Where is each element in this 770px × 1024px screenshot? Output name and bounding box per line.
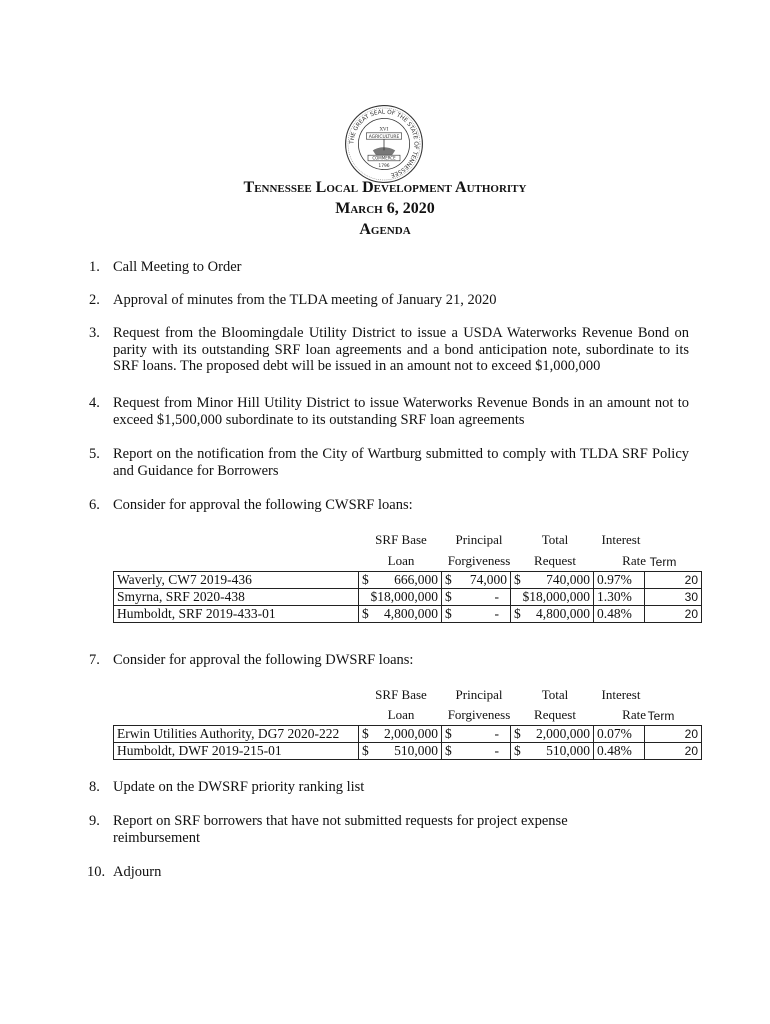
- table-row: Erwin Utilities Authority, DG7 2020-222 $ 2,000,000 $ - $ 2,000,000 0.07% 20: [114, 726, 702, 743]
- agenda-heading: Agenda: [359, 221, 411, 238]
- agenda-item: 4. Request from Minor Hill Utility District to issue Waterworks Revenue Bonds in an amount not to exceed $1,500,000 subordinate to its outstanding SRF loan agreements: [89, 395, 689, 428]
- seal-numeral: XVI: [379, 127, 389, 133]
- agenda-item: 8. Update on the DWSRF priority ranking list: [89, 779, 365, 795]
- dwsrf-loans-table: [113, 725, 702, 760]
- agenda-item: 6. Consider for approval the following CWSRF loans:: [89, 497, 413, 513]
- seal-agriculture: AGRICULTURE: [368, 135, 400, 140]
- agenda-item: 1. Call Meeting to Order: [89, 259, 242, 275]
- agenda-item: 10. Adjourn: [87, 864, 162, 880]
- agenda-item: 5. Report on the notification from the City of Wartburg submitted to comply with TLDA SRF Policy and Guidance for Borrowers: [89, 446, 689, 479]
- cwsrf-loans-table: [113, 571, 702, 623]
- table-row: Smyrna, SRF 2020-438 $18,000,000 $ - $18,000,000 1.30% 30: [114, 589, 702, 606]
- agenda-item: 7. Consider for approval the following DWSRF loans:: [89, 652, 414, 668]
- table-row: Waverly, CW7 2019-436 $ 666,000 $ 74,000 $ 740,000 0.97% 20: [114, 572, 702, 589]
- meeting-date: March 6, 2020: [335, 200, 435, 217]
- seal-commerce: COMMERCE: [372, 155, 396, 161]
- table-row: Humboldt, SRF 2019-433-01 $ 4,800,000 $ - $ 4,800,000 0.48% 20: [114, 606, 702, 623]
- agenda-item: 2. Approval of minutes from the TLDA meeting of January 21, 2020: [89, 292, 497, 308]
- seal-year: 1796: [378, 164, 390, 170]
- state-seal: [344, 104, 424, 184]
- table-row: Humboldt, DWF 2019-215-01 $ 510,000 $ - $ 510,000 0.48% 20: [114, 743, 702, 760]
- document-title: Tennessee Local Development Authority: [243, 179, 527, 196]
- agenda-item: 9. Report on SRF borrowers that have not submitted requests for project expense reimbursement: [89, 813, 568, 846]
- seal-ring-text: THE GREAT SEAL OF THE STATE OF TENNESSEE: [349, 109, 419, 178]
- agenda-item: 3. Request from the Bloomingdale Utility District to issue a USDA Waterworks Revenue Bond on parity with its outstanding SRF loan agreements and a bond anticipation note, subordinate to its SRF loans. The proposed debt will be issued in an amount not to exceed $1,000,000: [89, 325, 689, 374]
